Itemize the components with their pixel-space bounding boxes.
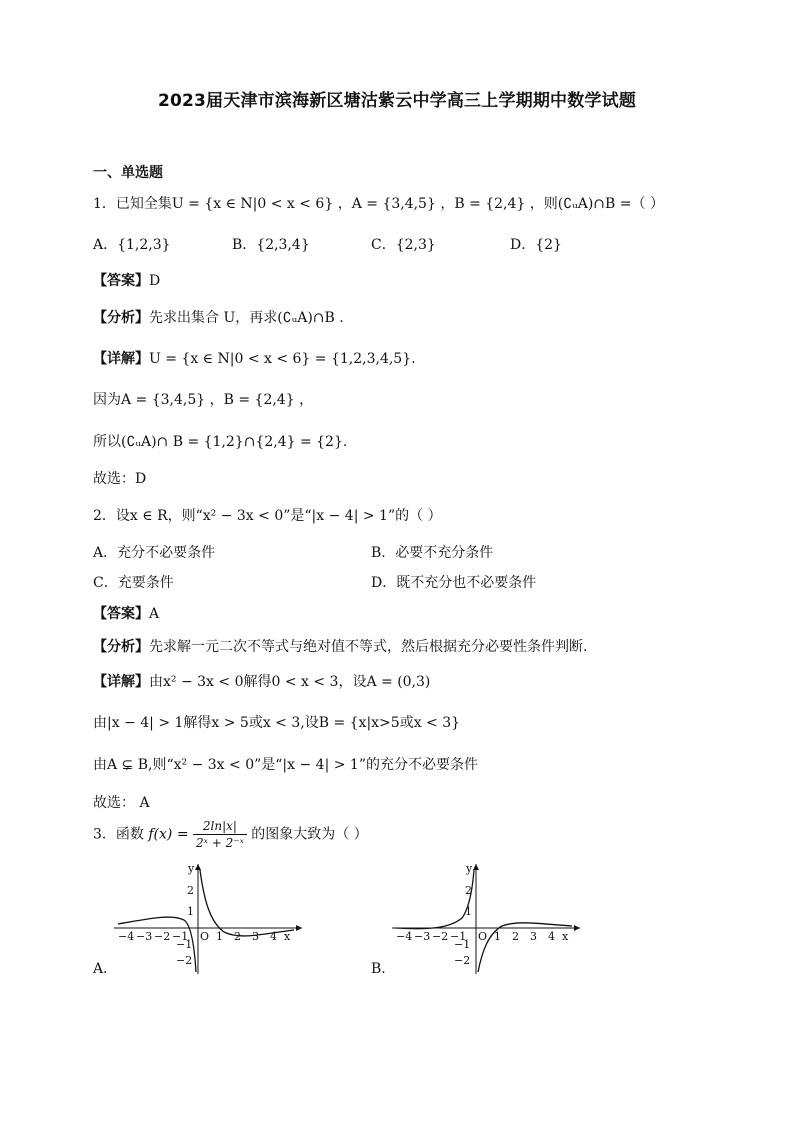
q1-option-c: C．{2,3} <box>371 237 436 253</box>
q3-suffix: 的图象大致为（ ） <box>251 826 368 843</box>
curve-left-branch <box>396 870 474 929</box>
q2-detail <box>93 671 430 691</box>
q2-option-d: D．既不充分也不必要条件 <box>371 575 537 591</box>
answer-value: A <box>149 606 160 622</box>
graph-b <box>390 860 590 980</box>
y-tick-neg2: −2 <box>176 954 193 967</box>
q1-line1: 因为A = {3,4,5} ，B = {2,4} ， <box>93 392 314 408</box>
x-axis-label: x <box>562 930 569 943</box>
curve-right-branch <box>200 870 294 936</box>
q2-answer <box>93 603 159 623</box>
detail-text: U = {x ∈ N|0 < x < 6} = {1,2,3,4,5}. <box>149 351 416 367</box>
q3-func-denominator: 2ˣ + 2⁻ˣ <box>196 836 244 850</box>
origin-label: O <box>478 930 488 943</box>
x-tick-neg3: −3 <box>136 930 153 943</box>
q1-analysis <box>93 307 344 327</box>
analysis-tag: 【分析】 <box>93 310 149 326</box>
q3-option-a: A． <box>93 961 118 977</box>
analysis-text: 先求解一元二次不等式与绝对值不等式，然后根据充分必要性条件判断. <box>149 639 588 655</box>
q3-option-b: B． <box>371 961 396 977</box>
x-tick-1: 1 <box>216 930 223 943</box>
x-tick-neg4: −4 <box>118 930 135 943</box>
q1-choice: 故选：D <box>93 471 147 487</box>
q2-option-a: A．充分不必要条件 <box>93 545 216 561</box>
analysis-text: 先求出集合 U，再求(∁ᵤA)∩B . <box>149 310 344 326</box>
detail-tag: 【详解】 <box>93 674 149 690</box>
origin-label: O <box>200 930 210 943</box>
q1-line2: 所以(∁ᵤA)∩ B = {1,2}∩{2,4} = {2}. <box>93 434 348 450</box>
curve-right-branch <box>478 923 572 972</box>
q1-detail <box>93 348 416 368</box>
y-tick-neg2: −2 <box>454 954 471 967</box>
q1-option-a: A．{1,2,3} <box>93 237 171 253</box>
q2-line1: 由|x − 4| > 1解得x > 5或x < 3,设B = {x|x>5或x < 3} <box>93 715 461 731</box>
q3-func-lhs: f(x) = <box>148 826 189 843</box>
graph-a <box>112 860 312 980</box>
x-tick-neg2: −2 <box>154 930 171 943</box>
answer-tag: 【答案】 <box>93 606 149 622</box>
x-tick-3: 3 <box>530 930 537 943</box>
q2-option-c: C．充要条件 <box>93 575 174 591</box>
y-tick-1: 1 <box>465 905 472 918</box>
q2-analysis <box>93 636 587 656</box>
section-heading: 一、单选题 <box>93 165 163 181</box>
q3-func-numerator: 2ln|x| <box>193 818 247 835</box>
x-tick-2: 2 <box>512 930 519 943</box>
y-tick-neg1: −1 <box>454 938 471 951</box>
y-tick-1: 1 <box>187 905 194 918</box>
y-tick-2: 2 <box>465 884 472 897</box>
detail-tag: 【详解】 <box>93 351 149 367</box>
x-tick-2: 2 <box>234 930 241 943</box>
y-tick-2: 2 <box>187 884 194 897</box>
x-tick-neg1: −1 <box>450 930 467 943</box>
y-axis-label: y <box>188 862 195 875</box>
y-axis-label: y <box>466 862 473 875</box>
x-tick-neg1: −1 <box>172 930 189 943</box>
q1-stem: 1．已知全集U = {x ∈ N|0 < x < 6} ，A = {3,4,5} ，B = {2,4} ，则(∁ᵤA)∩B =（ ） <box>93 196 664 212</box>
x-tick-1: 1 <box>494 930 501 943</box>
y-tick-neg1: −1 <box>176 938 193 951</box>
q3-stem <box>93 818 368 851</box>
answer-tag: 【答案】 <box>93 273 149 289</box>
x-tick-neg3: −3 <box>414 930 431 943</box>
q2-option-b: B．必要不充分条件 <box>371 545 494 561</box>
q3-fraction <box>193 818 247 851</box>
q2-choice: 故选： A <box>93 795 150 811</box>
detail-text: 由x² − 3x < 0解得0 < x < 3，设A = (0,3) <box>149 674 431 690</box>
x-tick-4: 4 <box>270 930 277 943</box>
analysis-tag: 【分析】 <box>93 639 149 655</box>
q2-line2: 由A ⊊ B,则“x² − 3x < 0”是“|x − 4| > 1”的充分不必要条件 <box>93 757 478 773</box>
x-tick-neg2: −2 <box>432 930 449 943</box>
q1-option-b: B．{2,3,4} <box>232 237 310 253</box>
q2-stem: 2．设x ∈ R，则“x² − 3x < 0”是“|x − 4| > 1”的（ ） <box>93 508 442 524</box>
answer-value: D <box>149 273 161 289</box>
q3-prefix: 3．函数 <box>93 826 144 843</box>
q1-answer <box>93 270 160 290</box>
x-tick-4: 4 <box>548 930 555 943</box>
q1-option-d: D．{2} <box>510 237 562 253</box>
x-axis-label: x <box>284 930 291 943</box>
page-title: 2023届天津市滨海新区塘沽紫云中学高三上学期期中数学试题 <box>157 91 637 111</box>
x-tick-3: 3 <box>252 930 259 943</box>
x-tick-neg4: −4 <box>396 930 413 943</box>
